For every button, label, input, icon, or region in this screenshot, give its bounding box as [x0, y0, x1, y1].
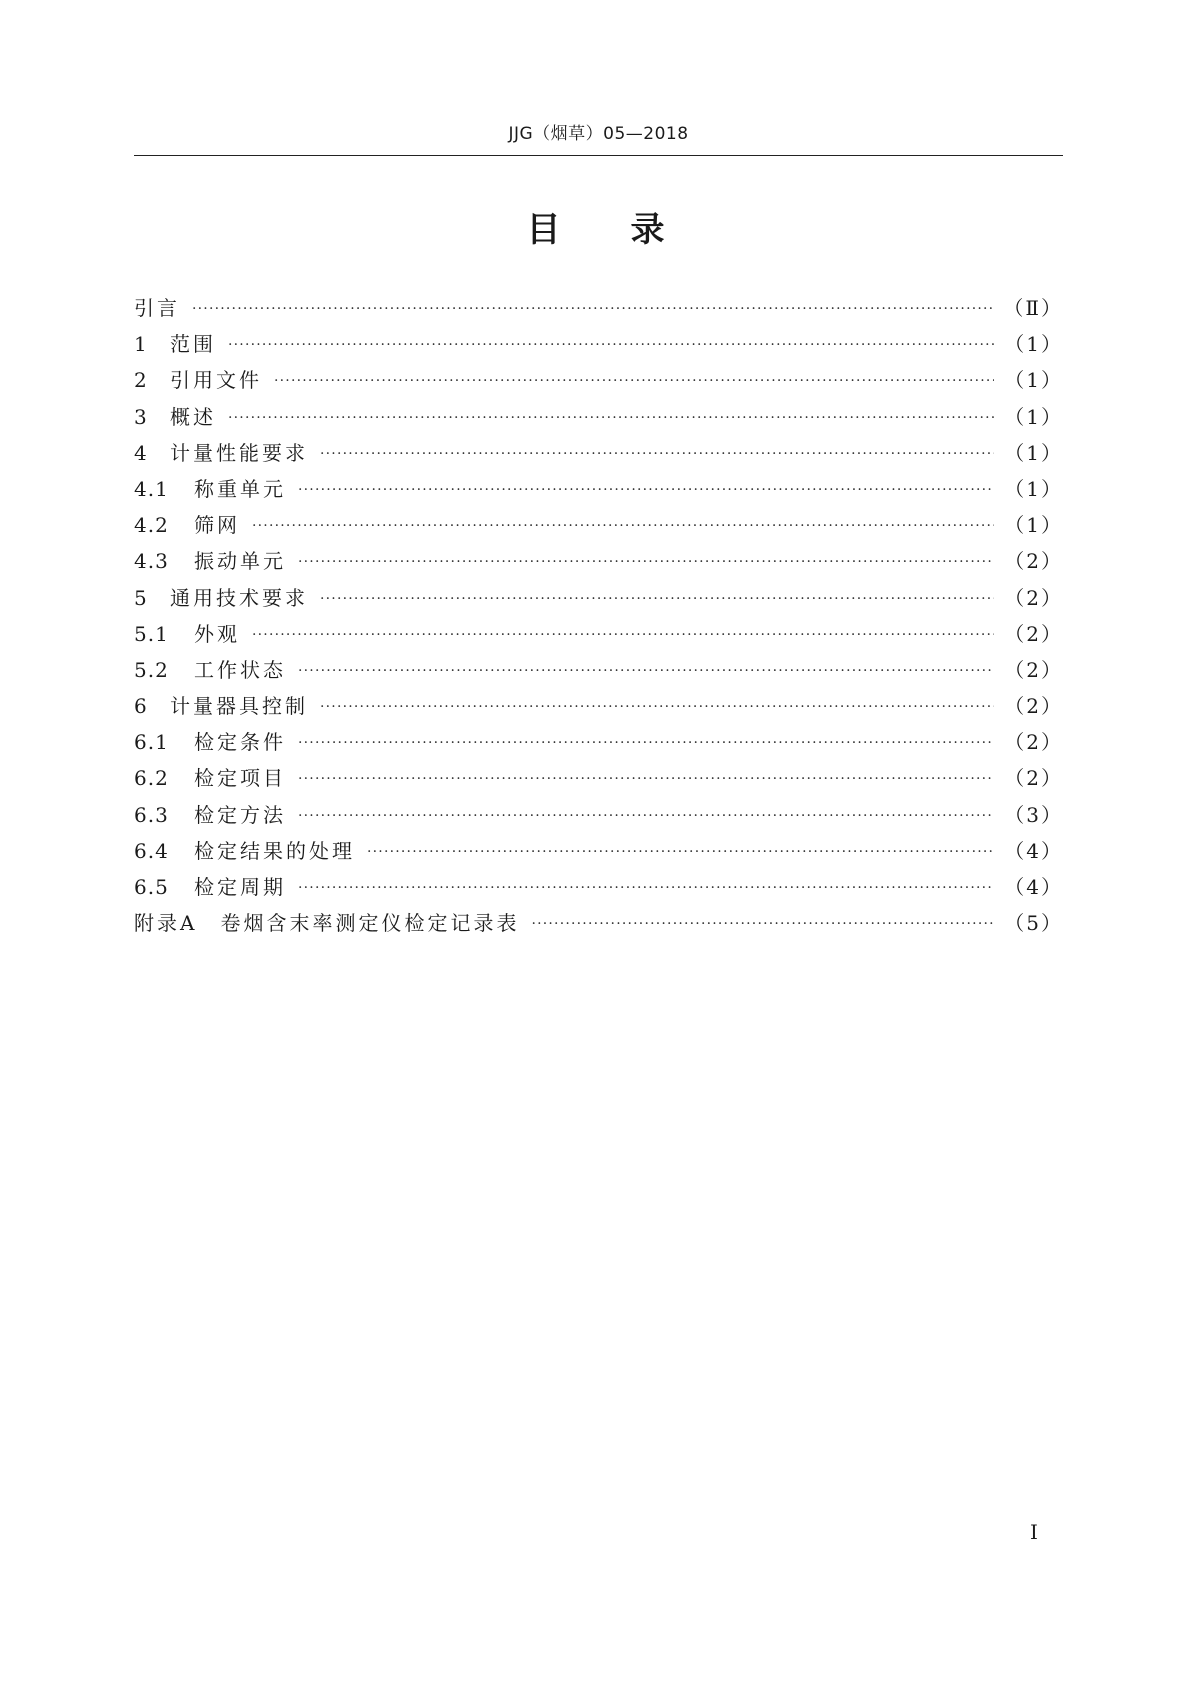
toc-entry-label: 概述: [170, 404, 216, 429]
toc-entry-label: 计量器具控制: [170, 694, 308, 719]
toc-leader: [228, 333, 994, 357]
toc-entry-page: （3）: [1004, 802, 1063, 827]
toc-entry-number: 1: [134, 332, 148, 357]
toc-entry-label: 检定方法: [194, 802, 286, 827]
toc-leader: [298, 876, 994, 900]
toc-entry[interactable]: [134, 405, 1063, 441]
toc-entry[interactable]: [134, 586, 1063, 622]
toc-entry-page: （4）: [1004, 875, 1063, 899]
toc-entry[interactable]: [134, 803, 1063, 839]
toc-entry[interactable]: [134, 513, 1063, 549]
toc-entry-number: 6: [134, 694, 148, 719]
toc-leader: [298, 478, 994, 502]
toc-entry-label: 工作状态: [194, 657, 286, 682]
toc-entry-number: 2: [134, 368, 148, 393]
toc-leader: [192, 297, 993, 321]
toc-entry[interactable]: [134, 368, 1063, 404]
toc-entry-page: （2）: [1004, 694, 1063, 719]
toc-entry-page: （5）: [1004, 911, 1063, 936]
toc-entry[interactable]: [134, 875, 1063, 911]
toc-leader: [298, 731, 994, 755]
toc-entry-page: （2）: [1004, 549, 1063, 574]
toc-leader: [367, 840, 994, 864]
toc-entry-number: 4.1: [134, 476, 169, 501]
toc-entry-page: （2）: [1004, 621, 1063, 646]
toc-entry-label: 外观: [194, 621, 240, 646]
toc-leader: [252, 623, 994, 647]
toc-entry-page: （2）: [1004, 730, 1063, 755]
toc-entry-label: 通用技术要求: [170, 585, 308, 610]
toc-entry-number: 6.3: [134, 802, 169, 827]
toc-entry[interactable]: [134, 730, 1063, 766]
toc-entry-page: （1）: [1004, 513, 1063, 538]
page-number-text: Ⅰ: [1030, 1520, 1038, 1544]
toc-entry-number: 6.4: [134, 838, 169, 863]
toc-entry-page: （4）: [1004, 838, 1063, 863]
toc-entry-number: 6.2: [134, 766, 169, 791]
toc-leader: [320, 587, 994, 611]
toc-entry-number: 4.3: [134, 549, 169, 574]
toc-leader: [298, 550, 994, 574]
toc-entry-page: （1）: [1004, 404, 1063, 429]
toc-entry-label: 检定周期: [194, 875, 286, 899]
toc-entry-page: （2）: [1004, 766, 1063, 791]
table-of-contents: [134, 296, 1063, 947]
toc-entry[interactable]: [134, 694, 1063, 730]
toc-entry-number: 5.1: [134, 621, 169, 646]
toc-entry-label: 计量性能要求: [170, 440, 308, 465]
toc-entry-number: 3: [134, 404, 148, 429]
toc-entry[interactable]: [134, 441, 1063, 477]
toc-entry[interactable]: [134, 911, 1063, 947]
toc-entry[interactable]: [134, 296, 1063, 332]
toc-entry-number: 4: [134, 440, 148, 465]
toc-entry-page: （1）: [1004, 368, 1063, 393]
toc-entry-number: 6.1: [134, 730, 169, 755]
title-char-1: 目: [526, 210, 561, 250]
toc-leader: [274, 369, 994, 393]
toc-entry-label: 引用文件: [170, 368, 262, 393]
toc-entry-number: 4.2: [134, 513, 169, 538]
toc-entry[interactable]: [134, 766, 1063, 802]
toc-entry-label: 检定条件: [194, 730, 286, 755]
page-number: [1030, 1520, 1038, 1544]
page-title: [0, 208, 1191, 252]
toc-entry-label: 范围: [170, 332, 216, 357]
standard-code: JJG（烟草）05—2018: [508, 124, 689, 144]
toc-entry-number: 5.2: [134, 657, 169, 682]
toc-entry[interactable]: [134, 622, 1063, 658]
toc-entry-label: 附录A 卷烟含末率测定仪检定记录表: [134, 911, 520, 936]
toc-leader: [298, 659, 994, 683]
toc-leader: [298, 767, 994, 791]
toc-leader: [298, 804, 994, 828]
toc-entry-page: （1）: [1004, 440, 1063, 465]
toc-leader: [252, 514, 994, 538]
toc-entry-label: 筛网: [194, 513, 240, 538]
toc-entry-label: 振动单元: [194, 549, 286, 574]
toc-entry-label: 检定项目: [194, 766, 286, 791]
toc-entry-page: （Ⅱ）: [1003, 296, 1063, 320]
toc-entry[interactable]: [134, 549, 1063, 585]
toc-entry-label: 检定结果的处理: [194, 838, 355, 863]
toc-entry[interactable]: [134, 477, 1063, 513]
toc-leader: [531, 912, 994, 936]
toc-leader: [228, 406, 994, 430]
toc-entry-label: 引言: [134, 296, 180, 320]
toc-entry-label: 称重单元: [194, 476, 286, 501]
toc-entry-page: （1）: [1004, 332, 1063, 357]
toc-entry[interactable]: [134, 658, 1063, 694]
toc-entry[interactable]: [134, 332, 1063, 368]
header-rule: [134, 155, 1063, 156]
toc-entry-number: 6.5: [134, 875, 169, 899]
toc-entry-page: （1）: [1004, 476, 1063, 501]
toc-leader: [320, 695, 994, 719]
toc-entry-page: （2）: [1004, 585, 1063, 610]
title-char-2: 录: [630, 210, 665, 250]
toc-leader: [320, 442, 994, 466]
toc-entry[interactable]: [134, 839, 1063, 875]
toc-entry-number: 5: [134, 585, 148, 610]
document-header: [134, 122, 1063, 146]
toc-entry-page: （2）: [1004, 657, 1063, 682]
